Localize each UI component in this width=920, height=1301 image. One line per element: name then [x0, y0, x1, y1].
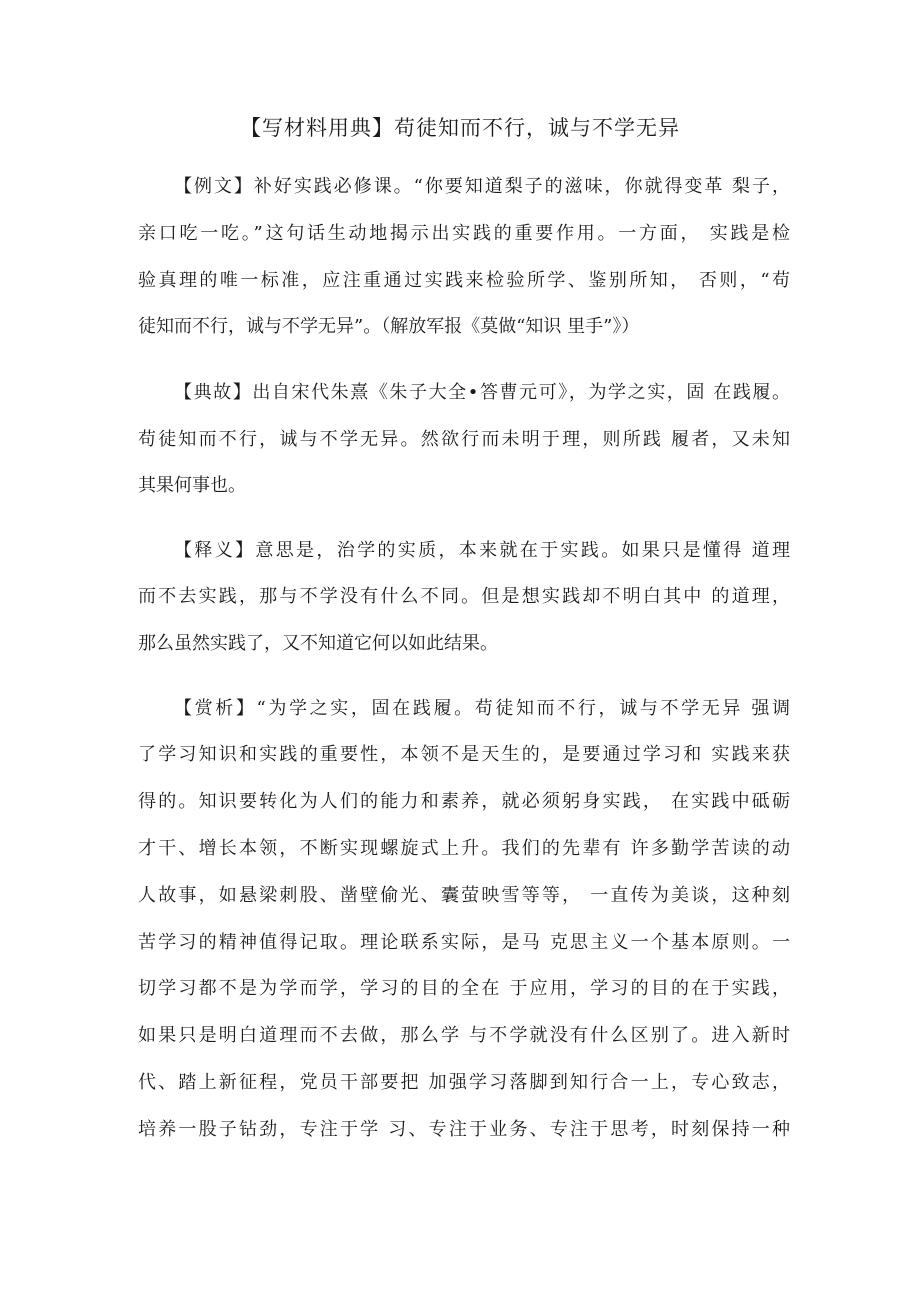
text-line: 代、踏上新征程，党员干部要把 加强学习落脚到知行合一上，专心致志， — [138, 1072, 790, 1093]
text-line: 苟徒知而不行，诚与不学无异。然欲行而未明于理，则所践 履者，又未知 — [138, 429, 790, 450]
text-line: 苦学习的精神值得记取。理论联系实际，是马 克思主义一个基本原则。一 — [138, 932, 790, 953]
text-line: 得的。知识要转化为人们的能力和素养，就必须躬身实践， 在实践中砥砺 — [138, 791, 790, 812]
text-line: 【典故】出自宋代朱熹《朱子大全•答曹元可》，为学之实，固 在践履。 — [174, 382, 790, 403]
text-line: 了学习知识和实践的重要性，本领不是天生的，是要通过学习和 实践来获 — [138, 744, 790, 765]
text-line: 如果只是明白道理而不去做，那么学 与不学就没有什么区别了。进入新时 — [138, 1025, 790, 1046]
text-line: 其果何事也。 — [138, 475, 246, 496]
text-line: 验真理的唯一标准，应注重通过实践来检验所学、鉴别所知， 否则，“苟 — [138, 270, 790, 291]
text-line: 亲口吃一吃。”这句话生动地揭示出实践的重要作用。一方面， 实践是检 — [138, 223, 790, 244]
text-line: 【赏析】“为学之实，固在践履。苟徒知而不行，诚与不学无异 强调 — [174, 698, 790, 719]
text-line: 那么虽然实践了，又不知道它何以如此结果。 — [138, 633, 498, 654]
text-line: 【例文】补好实践必修课。“你要知道梨子的滋味，你就得变革 梨子， — [174, 176, 790, 197]
text-line: 切学习都不是为学而学，学习的目的全在 于应用，学习的目的在于实践， — [138, 978, 790, 999]
text-line: 才干、增长本领，不断实现螺旋式上升。我们的先辈有 许多勤学苦读的动 — [138, 838, 790, 859]
text-line: 【释义】意思是，治学的实质，本来就在于实践。如果只是懂得 道理 — [174, 540, 790, 561]
text-line: 培养一股子钻劲，专注于学 习、专注于业务、专注于思考，时刻保持一种 — [138, 1119, 790, 1140]
text-line: 人故事，如悬梁刺股、凿壁偷光、囊萤映雪等等， 一直传为美谈，这种刻 — [138, 885, 790, 906]
text-line: 而不去实践，那与不学没有什么不同。但是想实践却不明白其中 的道理， — [138, 586, 790, 607]
document-title: 【写材料用典】苟徒知而不行，诚与不学无异 — [240, 116, 680, 140]
text-line: 徒知而不行，诚与不学无异”。（解放军报《莫做“知识 里手”》） — [138, 316, 640, 337]
